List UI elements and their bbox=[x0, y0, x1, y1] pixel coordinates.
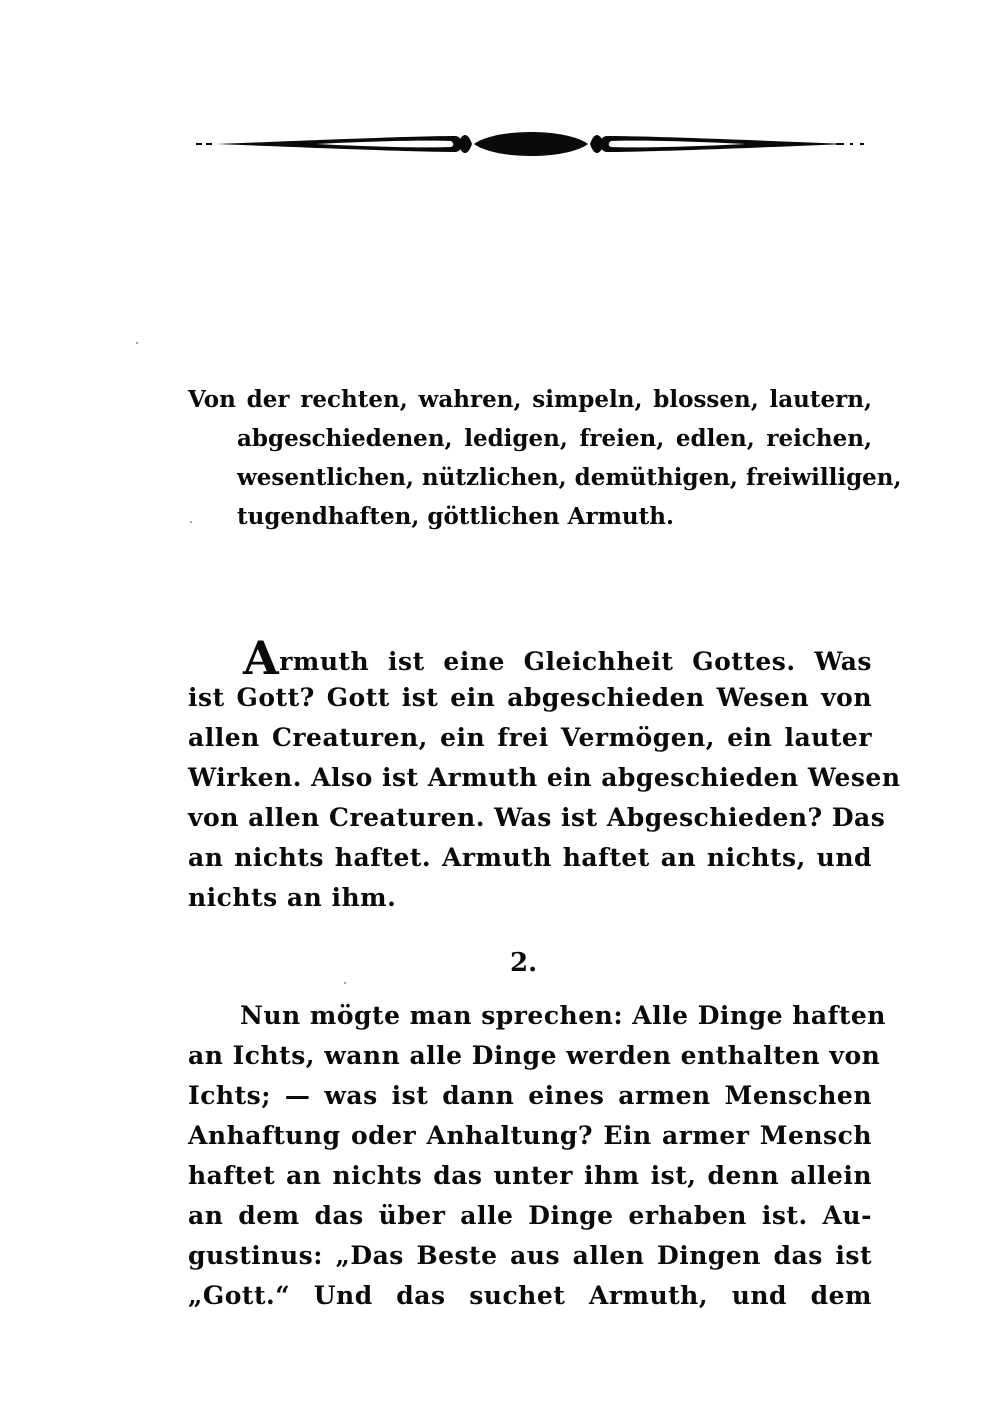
decorative-rule-ornament-icon bbox=[196, 126, 871, 162]
title-text: abgeschiedenen, ledigen, freien, edlen, reichen, bbox=[237, 425, 872, 452]
paragraph-text: gustinus: „Das Beste aus allen Dingen das ist bbox=[188, 1241, 872, 1270]
paragraph-text: Wirken. Also ist Armuth ein abgeschieden Wesen bbox=[188, 763, 901, 792]
paragraph-1-line-4 bbox=[188, 758, 901, 798]
paragraph-1-line-2 bbox=[188, 678, 872, 718]
paragraph-text: Ichts; — was ist dann eines armen Menschen bbox=[188, 1081, 872, 1110]
paragraph-1-line-6 bbox=[188, 838, 872, 878]
paragraph-2-line-2 bbox=[188, 1036, 881, 1076]
paragraph-text: Nun mögte man sprechen: Alle Dinge haften bbox=[240, 1001, 886, 1030]
paragraph-text: „Gott.“ Und das suchet Armuth, und dem bbox=[188, 1281, 872, 1310]
paragraph-2-line-6 bbox=[188, 1196, 872, 1236]
title-text: wesentlichen, nützlichen, demüthigen, freiwilligen, bbox=[237, 464, 902, 491]
paragraph-2-line-4 bbox=[188, 1116, 872, 1156]
title-text: Von der rechten, wahren, simpeln, blossen, lautern, bbox=[188, 386, 872, 413]
paragraph-1-line-5 bbox=[188, 798, 886, 838]
title-line-2 bbox=[237, 419, 872, 459]
paragraph-1-line-7 bbox=[188, 878, 396, 918]
drop-cap: A bbox=[243, 631, 280, 685]
paragraph-2-line-5 bbox=[188, 1156, 872, 1196]
paper-speck bbox=[344, 982, 346, 984]
title-line-1 bbox=[188, 380, 872, 420]
paragraph-text: Anhaftung oder Anhaltung? Ein armer Mensch bbox=[188, 1121, 872, 1150]
paragraph-2-line-8 bbox=[188, 1276, 872, 1316]
paragraph-text: ist Gott? Gott ist ein abgeschieden Wesen von bbox=[188, 683, 872, 712]
paper-speck bbox=[190, 521, 192, 523]
section-number: 2. bbox=[510, 948, 538, 978]
paragraph-text: an Ichts, wann alle Dinge werden enthalten von bbox=[188, 1041, 881, 1070]
paragraph-text: haftet an nichts das unter ihm ist, denn allein bbox=[188, 1161, 872, 1190]
paragraph-text: rmuth ist eine Gleichheit Gottes. Was bbox=[279, 647, 872, 676]
title-line-3 bbox=[237, 458, 902, 498]
paragraph-2-line-3 bbox=[188, 1076, 872, 1116]
title-line-4 bbox=[237, 497, 674, 537]
paragraph-1-line-1 bbox=[243, 631, 872, 685]
paragraph-text: an nichts haftet. Armuth haftet an nichts, und bbox=[188, 843, 872, 872]
title-text: tugendhaften, göttlichen Armuth. bbox=[237, 503, 674, 530]
paragraph-text: allen Creaturen, ein frei Vermögen, ein lauter bbox=[188, 723, 872, 752]
paragraph-text: von allen Creaturen. Was ist Abgeschieden? Das bbox=[188, 803, 886, 832]
paper-speck bbox=[136, 342, 138, 344]
paragraph-2-line-1 bbox=[240, 996, 886, 1036]
paragraph-text: nichts an ihm. bbox=[188, 883, 397, 912]
paragraph-1-line-3 bbox=[188, 718, 872, 758]
paragraph-2-line-7 bbox=[188, 1236, 872, 1276]
paragraph-text: an dem das über alle Dinge erhaben ist. Au- bbox=[188, 1201, 872, 1230]
